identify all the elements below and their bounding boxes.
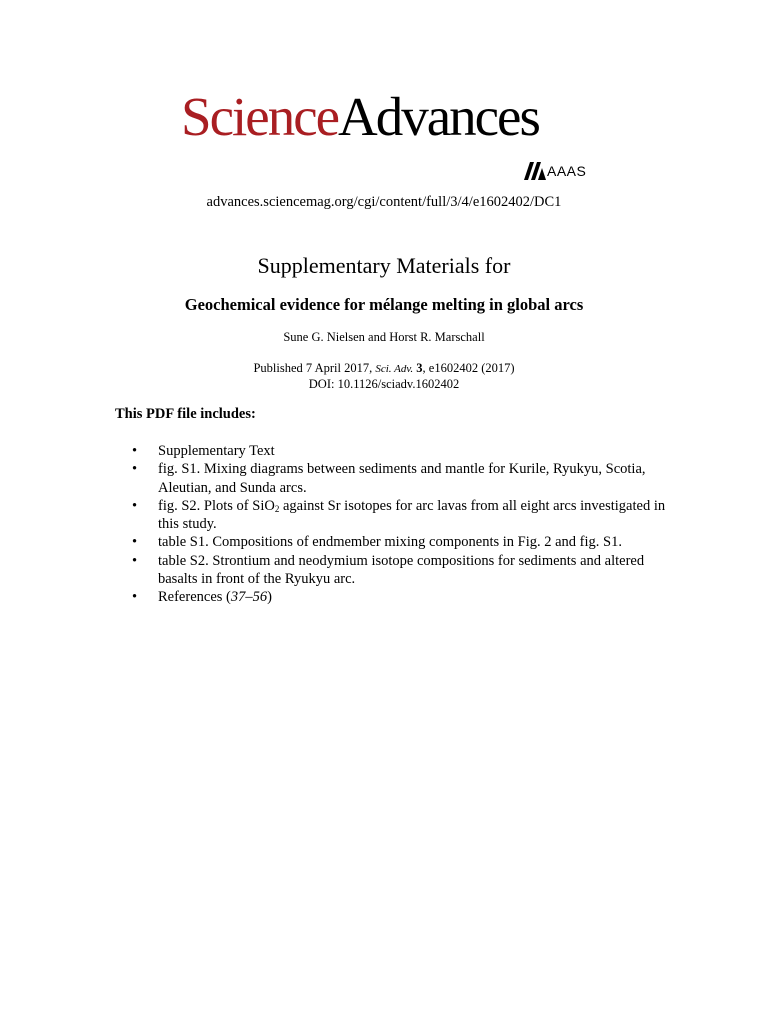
publisher-logo (524, 160, 586, 182)
journal-logo (181, 86, 591, 148)
publisher-name: AAAS (547, 163, 587, 179)
published-line (0, 361, 768, 377)
journal-abbrev: Sci. Adv. (375, 363, 414, 375)
logo-advances: Advances (338, 86, 539, 147)
list-item: • table S1. Compositions of endmember mixing components in Fig. 2 and fig. S1. (132, 534, 622, 551)
list-item: • References (37–56) (132, 589, 272, 606)
supplementary-title: Supplementary Materials for (257, 253, 511, 278)
bullet: • (132, 534, 138, 551)
includes-heading: This PDF file includes: (115, 406, 256, 422)
list-item: • fig. S2. Plots of SiO$_2$ against Sr isotopes for arc lavas from all eight arcs investigated in this study. (132, 497, 666, 533)
logo-science: Science (181, 86, 339, 147)
published-prefix: Published 7 April 2017, (253, 361, 376, 375)
paper-title: Geochemical evidence for mélange melting in global arcs (184, 295, 584, 314)
authors: Sune G. Nielsen and Horst R. Marschall (283, 330, 485, 344)
bullet: • (132, 589, 138, 606)
bullet: • (132, 497, 138, 514)
volume: 3 (416, 361, 423, 375)
bullet: • (132, 443, 138, 459)
bullet: • (132, 552, 138, 569)
list-item: • fig. S1. Mixing diagrams between sediments and mantle for Kurile, Ryukyu, Scotia, Aleutian, and Sunda arcs. (132, 461, 646, 496)
publication-info (0, 361, 768, 392)
article-suffix: , e1602402 (2017) (422, 361, 515, 375)
bullet: • (132, 461, 138, 478)
list-item: • Supplementary Text (132, 443, 275, 459)
supplement-url: advances.sciencemag.org/cgi/content/full/3/4/e1602402/DC1 (206, 194, 562, 210)
doi: DOI: 10.1126/sciadv.1602402 (308, 377, 460, 391)
aaas-mark-icon (524, 162, 546, 180)
includes-list (115, 442, 675, 607)
list-item: • table S2. Strontium and neodymium isotope compositions for sediments and altered basalts in front of the Ryukyu arc. (132, 552, 645, 588)
